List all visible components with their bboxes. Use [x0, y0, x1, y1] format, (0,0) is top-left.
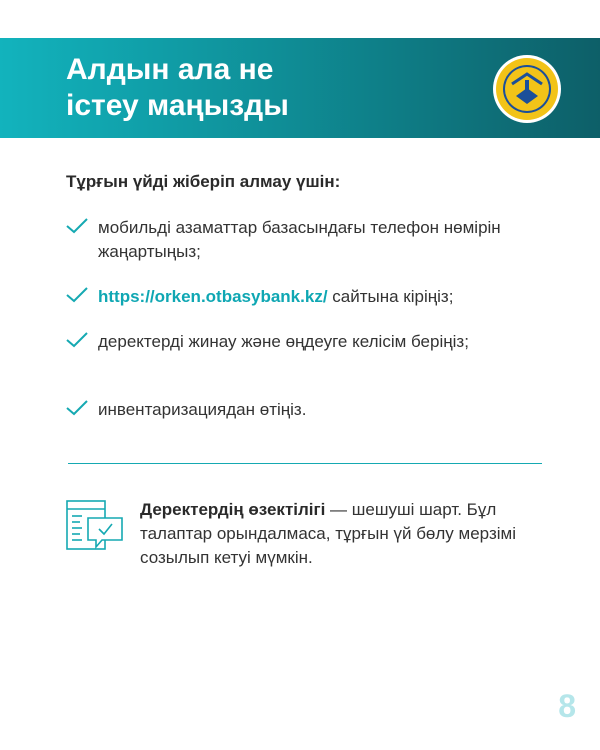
divider: [68, 463, 542, 464]
page-number: 8: [558, 688, 576, 724]
website-link[interactable]: https://orken.otbasybank.kz/: [98, 287, 328, 306]
title-line-2: істеу маңызды: [66, 89, 289, 122]
list-item-text: [98, 285, 568, 309]
bank-logo-emblem: [492, 54, 562, 124]
checkmark-icon: [66, 332, 88, 348]
checkmark-icon: [66, 287, 88, 303]
page-title: [66, 52, 366, 124]
list-item-text: мобильді азаматтар базасындағы телефон нөмірін жаңартыңыз;: [98, 218, 501, 261]
list-item-suffix: сайтына кіріңіз;: [327, 287, 454, 306]
section-subheading: Тұрғын үйді жіберіп алмау үшін:: [66, 172, 341, 191]
note-text: — шешуші шарт. Бұл талаптар орындалмаса, тұрғын үй бөлу мерзімі созылып кетуі мүмкін.: [140, 500, 516, 567]
title-line-1: Алдын ала не: [66, 53, 274, 86]
header-banner: [0, 38, 600, 138]
important-note: [140, 498, 560, 570]
checkmark-icon: [66, 400, 88, 416]
note-emphasis: Деректердің өзектілігі: [140, 500, 326, 519]
list-item-text: деректерді жинау және өңдеуге келісім беріңіз;: [98, 332, 469, 351]
checkmark-icon: [66, 218, 88, 234]
document-chat-icon: [66, 500, 124, 556]
list-item-text: инвентаризациядан өтіңіз.: [98, 400, 307, 419]
